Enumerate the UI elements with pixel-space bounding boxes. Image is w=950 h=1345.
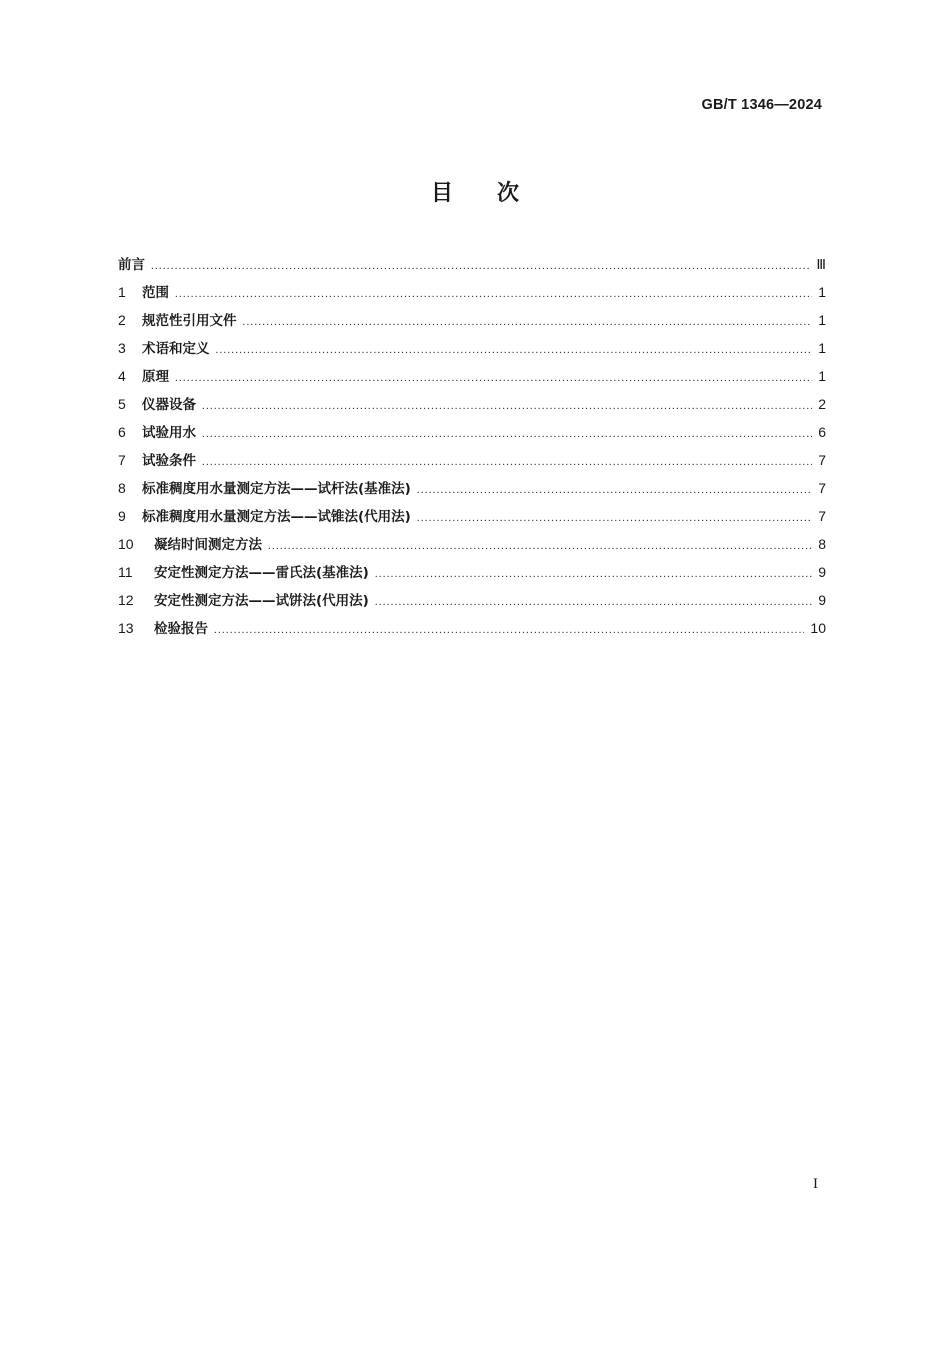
toc-entry-page: 10 [810,620,826,636]
standard-code: GB/T 1346—2024 [701,97,822,113]
toc-entry-number: 1 [118,284,126,300]
toc-entry-number: 13 [118,620,134,636]
page-number: I [813,1176,818,1192]
toc-leader-dots [268,532,812,560]
toc-leader-dots [175,364,812,392]
toc-entry-title: 原理 [142,369,169,385]
toc-entry-page: 9 [818,564,826,580]
toc-entry-7[interactable] [118,446,826,474]
toc-entry-page: 1 [818,340,826,356]
toc-entry-page: Ⅲ [816,256,826,272]
toc-entry-5[interactable] [118,390,826,418]
toc-entry-page: 7 [818,480,826,496]
toc-entry-3[interactable] [118,334,826,362]
toc-entry-2[interactable] [118,306,826,334]
toc-entry-number: 6 [118,424,126,440]
toc-entry-10[interactable] [118,530,826,558]
toc-entry-number: 9 [118,508,126,524]
toc-entry-6[interactable] [118,418,826,446]
toc-entry-title: 术语和定义 [142,341,210,357]
toc-entry-13[interactable] [118,614,826,642]
toc-entry-page: 1 [818,368,826,384]
toc-leader-dots [202,420,812,448]
toc-entry-title: 检验报告 [154,621,208,637]
toc-entry-title: 前言 [118,257,145,273]
toc-entry-title: 凝结时间测定方法 [154,537,262,553]
toc-entry-title: 规范性引用文件 [142,313,237,329]
toc-leader-dots [417,476,812,504]
toc-entry-number: 7 [118,452,126,468]
toc-entry-12[interactable] [118,586,826,614]
toc-entry-number: 11 [118,564,133,580]
toc-leader-dots [216,336,813,364]
table-of-contents [118,250,826,642]
toc-entry-title: 安定性测定方法——试饼法(代用法) [154,593,369,609]
toc-leader-dots [375,560,812,588]
toc-entry-page: 9 [818,592,826,608]
toc-entry-1[interactable] [118,278,826,306]
toc-entry-8[interactable] [118,474,826,502]
toc-entry-number: 12 [118,592,134,608]
toc-entry-title: 标准稠度用水量测定方法——试锥法(代用法) [142,509,411,525]
toc-entry-number: 3 [118,340,126,356]
page-title: 目次 [430,181,563,206]
toc-entry-number: 8 [118,480,126,496]
toc-entry-title: 标准稠度用水量测定方法——试杆法(基准法) [142,481,411,497]
toc-leader-dots [202,448,812,476]
toc-entry-page: 8 [818,536,826,552]
toc-entry-number: 5 [118,396,126,412]
toc-entry-page: 7 [818,452,826,468]
toc-entry-page: 7 [818,508,826,524]
toc-entry-4[interactable] [118,362,826,390]
toc-leader-dots [243,308,813,336]
toc-entry-title: 仪器设备 [142,397,196,413]
toc-leader-dots [375,588,812,616]
toc-leader-dots [202,392,812,420]
toc-entry-title: 安定性测定方法——雷氏法(基准法) [154,565,369,581]
toc-entry-title: 试验条件 [142,453,196,469]
toc-entry-number: 4 [118,368,126,384]
toc-leader-dots [214,616,804,644]
toc-entry-title: 试验用水 [142,425,196,441]
toc-entry-page: 6 [818,424,826,440]
toc-entry-page: 1 [818,312,826,328]
toc-entry-foreword[interactable] [118,250,826,278]
toc-leader-dots [175,280,812,308]
toc-entry-9[interactable] [118,502,826,530]
toc-leader-dots [417,504,812,532]
toc-entry-title: 范围 [142,285,169,301]
toc-leader-dots [151,252,810,280]
toc-entry-page: 1 [818,284,826,300]
toc-entry-page: 2 [818,396,826,412]
toc-entry-number: 10 [118,536,134,552]
toc-entry-number: 2 [118,312,126,328]
toc-entry-11[interactable] [118,558,826,586]
